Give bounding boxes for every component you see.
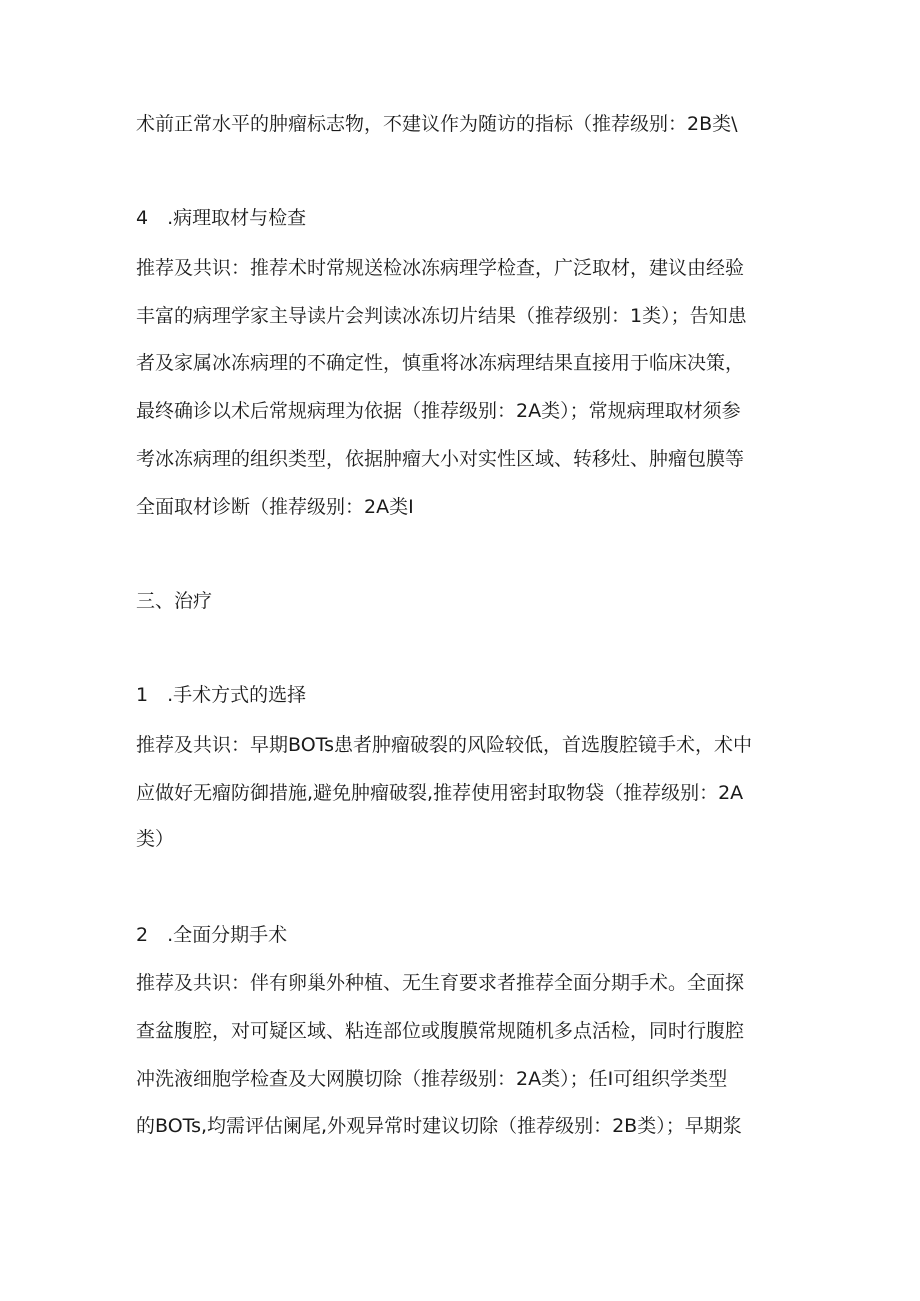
section-4-paragraph-line: 全面取材诊断（推荐级别：2A类I xyxy=(136,496,414,518)
section-2-paragraph-line: 的BOTs,均需评估阑尾,外观异常时建议切除（推荐级别：2B类）；早期浆 xyxy=(136,1115,742,1137)
section-4-paragraph-line: 推荐及共识：推荐术时常规送检冰冻病理学检查，广泛取材，建议由经验 xyxy=(136,257,745,279)
intro-line: 术前正常水平的肿瘤标志物，不建议作为随访的指标（推荐级别：2B类\ xyxy=(136,113,738,135)
section-4-paragraph-line: 者及家属冰冻病理的不确定性，慎重将冰冻病理结果直接用于临床决策， xyxy=(136,352,745,374)
section-4-paragraph-line: 丰富的病理学家主导读片会判读冰冻切片结果（推荐级别：1类）；告知患 xyxy=(136,305,747,327)
section-4-paragraph-line: 考冰冻病理的组织类型，依据肿瘤大小对实性区域、转移灶、肿瘤包膜等 xyxy=(136,448,745,470)
section-4-heading: 4 .病理取材与检查 xyxy=(136,207,307,229)
section-1-paragraph-line: 类） xyxy=(136,828,175,850)
section-1-paragraph-line: 推荐及共识：早期BOTs患者肿瘤破裂的风险较低，首选腹腔镜手术，术中 xyxy=(136,734,753,756)
section-1-heading: 1 .手术方式的选择 xyxy=(136,684,307,706)
section-2-heading: 2 .全面分期手术 xyxy=(136,924,288,946)
section-1-paragraph-line: 应做好无瘤防御措施,避免肿瘤破裂,推荐使用密封取物袋（推荐级别：2A xyxy=(136,782,744,804)
section-2-paragraph-line: 推荐及共识：伴有卵巢外种植、无生育要求者推荐全面分期手术。全面探 xyxy=(136,972,745,994)
section-2-paragraph-line: 冲洗液细胞学检查及大网膜切除（推荐级别：2A类）；任I可组织学类型 xyxy=(136,1068,728,1090)
section-4-paragraph-line: 最终确诊以术后常规病理为依据（推荐级别：2A类）；常规病理取材须参 xyxy=(136,400,741,422)
section-2-paragraph-line: 查盆腹腔，对可疑区域、粘连部位或腹膜常规随机多点活检，同时行腹腔 xyxy=(136,1020,745,1042)
chapter-3-heading: 三、治疗 xyxy=(136,590,213,612)
